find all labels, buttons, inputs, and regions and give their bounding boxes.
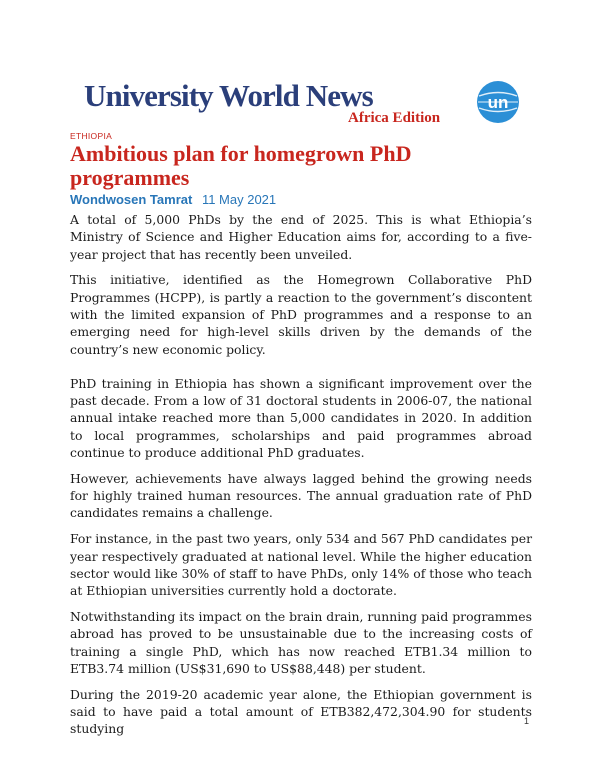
- paragraph: PhD training in Ethiopia has shown a significant improvement over the past decade. From a low of 31 doctoral students in 2006-07, the national annual intake reached more than 5,000 candidates in 2020. In addition to local programmes, scholarships and paid programmes abroad continue to produce additional PhD graduates.: [70, 375, 532, 461]
- section-label: ETHIOPIA: [70, 131, 113, 141]
- byline: [70, 192, 276, 207]
- logo-text: un: [487, 93, 509, 112]
- paragraph: For instance, in the past two years, only 534 and 567 PhD candidates per year respectively graduated at national level. While the higher education sector would like 30% of staff to have PhDs, only 14% of those who teach at Ethiopian universities currently hold a doctorate.: [70, 531, 532, 599]
- publish-date: 11 May 2021: [201, 192, 277, 207]
- author-name: Wondwosen Tamrat: [70, 192, 193, 207]
- paragraph: A total of 5,000 PhDs by the end of 2025. This is what Ethiopia’s Ministry of Science and Higher Education aims for, according to a five-year project that has recently been unveiled.: [70, 212, 532, 262]
- paragraph: However, achievements have always lagged behind the growing needs for highly trained human resources. The annual graduation rate of PhD candidates remains a challenge.: [70, 470, 532, 521]
- article-body: [70, 211, 532, 746]
- article-title: Ambitious plan for homegrown PhD programmes: [70, 141, 412, 190]
- masthead-edition: Africa Edition: [348, 110, 441, 126]
- masthead-title: University World News: [84, 78, 373, 113]
- paragraph: This initiative, identified as the Homegrown Collaborative PhD Programmes (HCPP), is partly a reaction to the government’s discontent with the limited expansion of PhD programmes and a response to an emerging need for high-level skills driven by the demands of the country’s new economic policy.: [70, 272, 532, 357]
- uwn-logo-icon: [476, 80, 520, 124]
- paragraph: Notwithstanding its impact on the brain drain, running paid programmes abroad has proved to be unsustainable due to the increasing costs of training a single PhD, which has now reached ETB1.34 million to ETB3.74 million (US$31,690 to US$88,448) per student.: [70, 608, 532, 676]
- paragraph: During the 2019-20 academic year alone, the Ethiopian government is said to have paid a total amount of ETB382,472,304.90 for students studying: [70, 686, 532, 737]
- masthead: [84, 78, 524, 128]
- page-number: 1: [524, 716, 530, 726]
